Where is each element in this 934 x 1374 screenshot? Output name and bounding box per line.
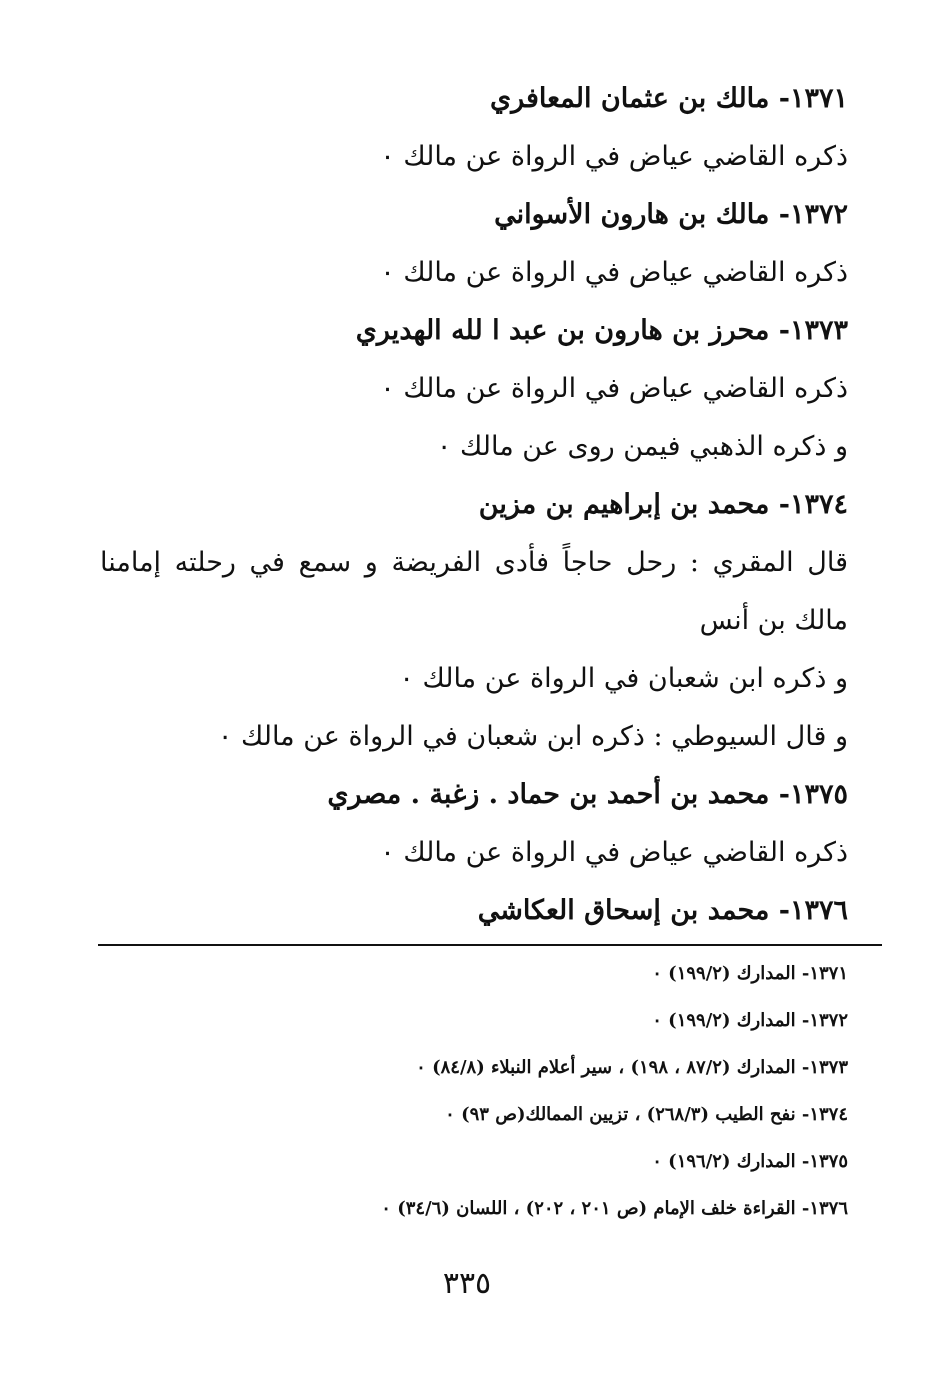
footnotes-list <box>200 950 848 1232</box>
footnote: ١٣٧٢- المدارك (١٩٩/٢) ٠ <box>652 1010 848 1031</box>
entry-line: ذكره القاضي عياض في الرواة عن مالك ٠ <box>380 837 848 868</box>
entry-line: و قال السيوطي : ذكره ابن شعبان في الرواة عن مالك ٠ <box>217 721 848 752</box>
footnote: ١٣٧١- المدارك (١٩٩/٢) ٠ <box>652 963 848 984</box>
entry-heading: ١٣٧٥- محمد بن أحمد بن حماد . زغبة . مصري <box>327 779 848 810</box>
entry-line: ذكره القاضي عياض في الرواة عن مالك ٠ <box>380 141 848 172</box>
footnote: ١٣٧٥- المدارك (١٩٦/٢) ٠ <box>652 1151 848 1172</box>
footnote-divider <box>98 944 882 946</box>
entry-line: و ذكره الذهبي فيمن روى عن مالك ٠ <box>436 431 848 462</box>
footnote: ١٣٧٣- المدارك (٨٧/٢ ، ١٩٨) ، سير أعلام النبلاء (٨٤/٨) ٠ <box>416 1057 848 1078</box>
entry-line: ذكره القاضي عياض في الرواة عن مالك ٠ <box>380 373 848 404</box>
footnote: ١٣٧٦- القراءة خلف الإمام (ص ٢٠١ ، ٢٠٢) ، اللسان (٣٤/٦) ٠ <box>381 1198 848 1219</box>
entry-heading: ١٣٧٦- محمد بن إسحاق العكاشي <box>477 895 848 926</box>
main-text <box>100 70 848 940</box>
entry-heading: ١٣٧٣- محرز بن هارون بن عبد ا لله الهديري <box>355 315 848 346</box>
entry-heading: ١٣٧١- مالك بن عثمان المعافري <box>489 83 848 114</box>
entry-heading: ١٣٧٢- مالك بن هارون الأسواني <box>494 199 848 230</box>
entry-line: و ذكره ابن شعبان في الرواة عن مالك ٠ <box>399 663 848 694</box>
entry-line: ذكره القاضي عياض في الرواة عن مالك ٠ <box>380 257 848 288</box>
footnote: ١٣٧٤- نفح الطيب (٢٦٨/٣) ، تزيين الممالك(ص ٩٣) ٠ <box>445 1104 848 1125</box>
entry-line: قال المقري : رحل حاجاً فأدى الفريضة و سمع في رحلته إمامنا مالك بن أنس <box>100 547 848 636</box>
page-number: ٣٣٥ <box>442 1266 492 1301</box>
entry-heading: ١٣٧٤- محمد بن إبراهيم بن مزين <box>478 489 848 520</box>
